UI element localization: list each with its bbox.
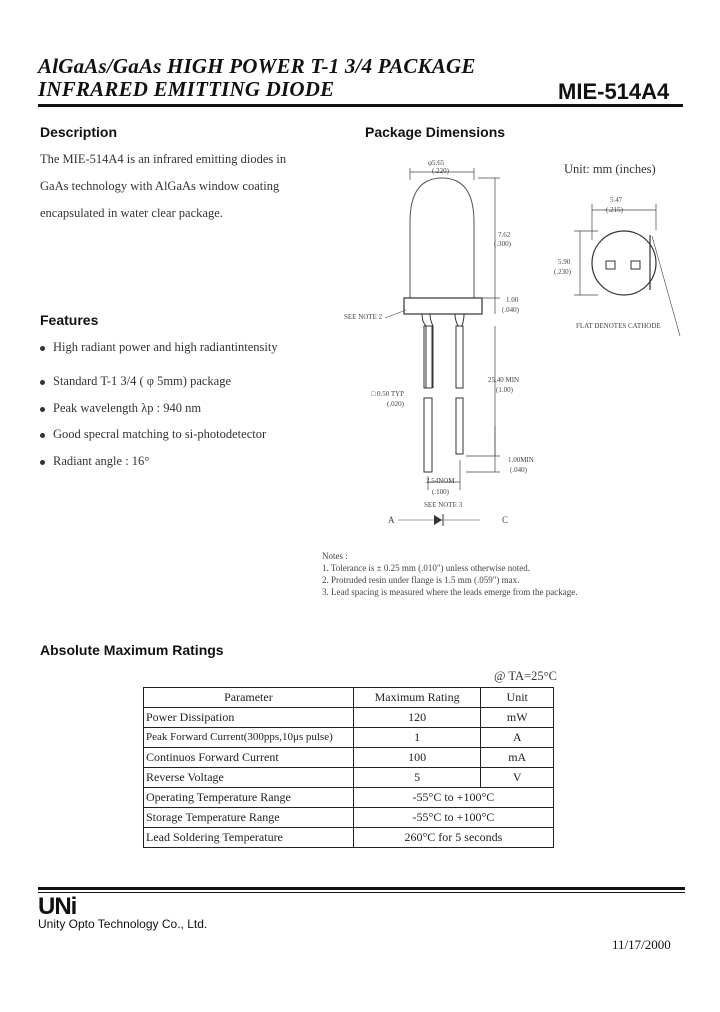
dim-diameter-in: (.220) [432,167,449,175]
rating-cell: 100 [353,748,481,768]
feature-item: Radiant angle : 16° [40,454,149,469]
param-cell: Peak Forward Current(300pps,10μs pulse) [144,728,354,748]
rating-cell: 5 [353,768,481,788]
header-rule [38,104,683,107]
dim-lead-length: 25.40 MIN [488,376,520,384]
lead-cathode [456,326,463,388]
ratings-heading: Absolute Maximum Ratings [40,642,224,658]
ratings-condition: @ TA=25°C [494,669,557,683]
dim-spacing: 2.54NOM [426,477,455,485]
dim-side-height-in: (.230) [554,268,571,276]
dim-lead-square-in: (.020) [387,400,404,408]
pin-anode-label: A [388,515,395,525]
footer-rule-thick [38,887,685,890]
description-line: GaAs technology with AlGaAs window coating [40,179,280,193]
param-cell: Power Dissipation [144,708,354,728]
param-cell: Operating Temperature Range [144,788,354,808]
lead-anode [424,326,432,388]
notes-title: Notes : [322,551,348,561]
dim-side-height: 5.90 [558,258,571,266]
feature-item: Peak wavelength λp : 940 nm [40,401,201,416]
unit-cell: V [481,768,554,788]
dim-lead-length-in: (1.00) [496,386,513,394]
unit-cell: mA [481,748,554,768]
param-cell: Reverse Voltage [144,768,354,788]
dim-body-length: 7.62 [498,231,511,239]
dim-lead-min-in: (.040) [510,466,527,474]
column-header: Unit [481,688,554,708]
param-cell: Storage Temperature Range [144,808,354,828]
bullet-icon [40,380,45,385]
description-line: encapsulated in water clear package. [40,206,223,220]
see-note-2: SEE NOTE 2 [344,313,383,321]
rating-cell: 1 [353,728,481,748]
table-row [144,708,554,728]
table-row [144,808,554,828]
rating-cell: 260°C for 5 seconds [353,828,553,848]
feature-item: Standard T-1 3/4 ( φ 5mm) package [40,374,231,389]
company-name: Unity Opto Technology Co., Ltd. [38,917,208,931]
table-row [144,768,554,788]
rating-cell: -55°C to +100°C [353,808,553,828]
footer-rule-thin [38,892,685,893]
note-item: 1. Tolerance is ± 0.25 mm (.010") unless otherwise noted. [322,563,531,573]
dim-side-width-in: (.215) [606,206,623,214]
dim-lead-min: 1.00MIN [508,456,534,464]
ratings-table [143,687,554,848]
param-cell: Continuos Forward Current [144,748,354,768]
bullet-icon [40,346,45,351]
dim-lead-square: □ 0.50 TYP [371,390,405,398]
rating-cell: -55°C to +100°C [353,788,553,808]
unit-cell: mW [481,708,554,728]
company-logo: UNi [38,893,77,920]
table-row [144,828,554,848]
param-cell: Lead Soldering Temperature [144,828,354,848]
table-header-row [144,688,554,708]
note-item: 2. Protruded resin under flange is 1.5 mm (.059") max. [322,575,520,585]
see-note-3: SEE NOTE 3 [424,501,463,509]
table-row [144,748,554,768]
description-line: The MIE-514A4 is an infrared emitting diodes in [40,152,287,166]
column-header: Parameter [144,688,354,708]
led-body [410,178,474,298]
flat-cathode-label: FLAT DENOTES CATHODE [576,322,661,330]
document-date: 11/17/2000 [612,937,671,952]
dim-diameter: φ5.65 [428,159,445,167]
bullet-icon [40,407,45,412]
feature-item: High radiant power and high radiantintensity [40,340,278,355]
title-line-1: AlGaAs/GaAs HIGH POWER T-1 3/4 PACKAGE [38,54,476,78]
title-line-2: INFRARED EMITTING DIODE [38,77,335,101]
pin-cathode-label: C [502,515,509,525]
dim-side-width: 5.47 [610,196,623,204]
dim-body-length-in: (.300) [494,240,511,248]
description-heading: Description [40,124,118,140]
bullet-icon [40,460,45,465]
feature-item: Good specral matching to si-photodetector [40,427,266,442]
part-number: MIE-514A4 [558,79,670,104]
table-row [144,728,554,748]
dim-spacing-in: (.100) [432,488,449,496]
unit-label: Unit: mm (inches) [564,162,656,176]
column-header: Maximum Rating [353,688,481,708]
features-heading: Features [40,312,99,328]
bullet-icon [40,433,45,438]
rating-cell: 120 [353,708,481,728]
side-view-outline [592,231,656,295]
dim-flange: 1.00 [506,296,519,304]
table-row [144,788,554,808]
note-item: 3. Lead spacing is measured where the leads emerge from the package. [322,587,578,597]
dim-flange-in: (.040) [502,306,519,314]
led-flange [404,298,482,314]
unit-cell: A [481,728,554,748]
package-heading: Package Dimensions [365,124,506,140]
